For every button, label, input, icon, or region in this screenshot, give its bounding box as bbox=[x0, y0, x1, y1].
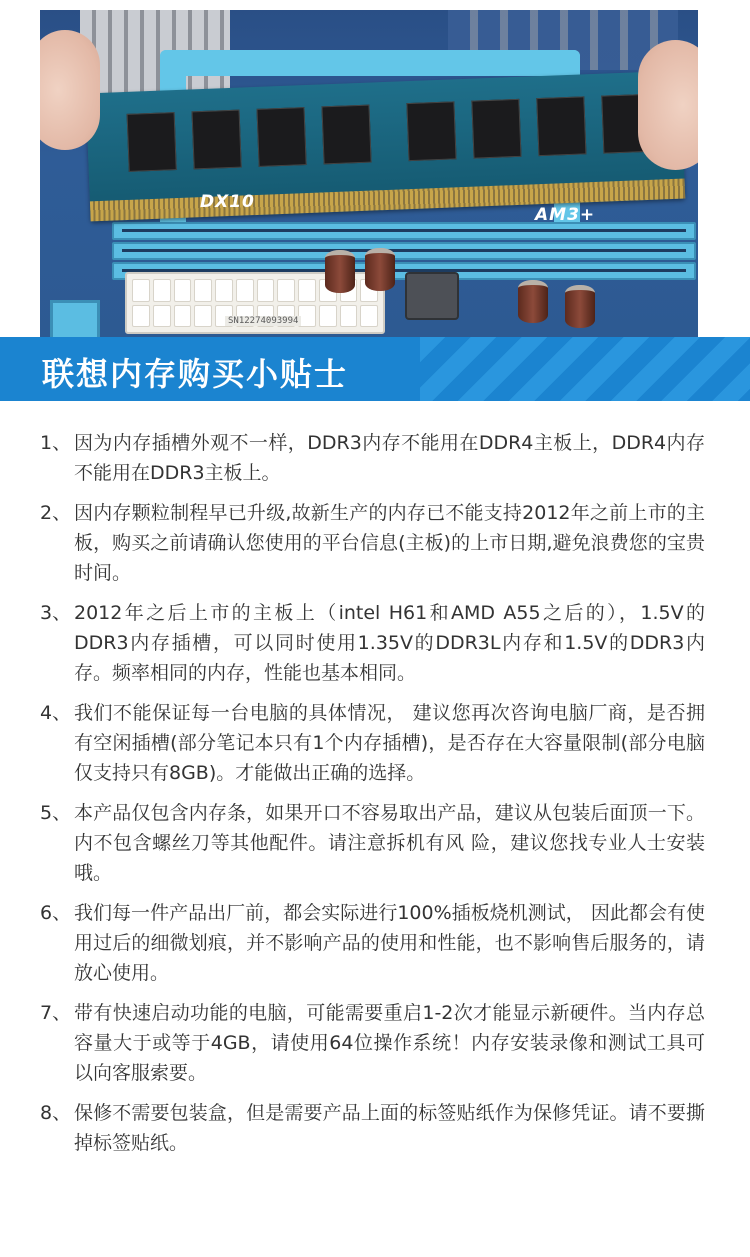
dimm-slot bbox=[112, 242, 696, 260]
socket-label: AM3+ bbox=[535, 205, 596, 225]
ram-module bbox=[86, 71, 685, 222]
tip-number: 5、 bbox=[40, 802, 72, 824]
tip-text: 因内存颗粒制程早已升级,故新生产的内存已不能支持2012年之前上市的主板，购买之前请确认您使用的平台信息(主板)的上市日期,避免浪费您的宝贵时间。 bbox=[74, 502, 705, 584]
product-photo bbox=[40, 10, 698, 340]
capacitor bbox=[365, 248, 395, 291]
left-finger bbox=[40, 30, 100, 150]
tip-text: 本产品仅包含内存条，如果开口不容易取出产品，建议从包装后面顶一下。内不包含螺丝刀等其他配件。请注意拆机有风 险，建议您找专业人士安装哦。 bbox=[74, 802, 705, 884]
tip-text: 我们每一件产品出厂前，都会实际进行100%插板烧机测试， 因此都会有使用过后的细微划痕，并不影响产品的使用和性能，也不影响售后服务的，请放心使用。 bbox=[74, 902, 705, 984]
dimm-slot bbox=[112, 222, 696, 240]
section-banner bbox=[0, 337, 750, 401]
list-item bbox=[40, 898, 705, 988]
tip-text: 保修不需要包装盒，但是需要产品上面的标签贴纸作为保修凭证。请不要撕掉标签贴纸。 bbox=[74, 1102, 705, 1154]
list-item bbox=[40, 428, 705, 488]
tip-number: 4、 bbox=[40, 702, 72, 724]
capacitor bbox=[518, 280, 548, 323]
tips-list bbox=[40, 428, 705, 1168]
tip-number: 6、 bbox=[40, 902, 72, 924]
board-model-label: DX10 bbox=[200, 192, 255, 212]
tip-number: 8、 bbox=[40, 1102, 72, 1124]
tip-number: 3、 bbox=[40, 602, 72, 624]
list-item bbox=[40, 598, 705, 688]
list-item bbox=[40, 698, 705, 788]
list-item bbox=[40, 998, 705, 1088]
list-item bbox=[40, 1098, 705, 1158]
right-finger bbox=[638, 40, 698, 170]
list-item bbox=[40, 498, 705, 588]
capacitor bbox=[325, 250, 355, 293]
inductor-choke bbox=[405, 272, 459, 320]
tip-text: 因为内存插槽外观不一样，DDR3内存不能用在DDR4主板上，DDR4内存不能用在DDR3主板上。 bbox=[74, 432, 705, 484]
tip-text: 2012年之后上市的主板上（intel H61和AMD A55之后的），1.5V的DDR3内存插槽，可以同时使用1.35V的DDR3L内存和1.5V的DDR3内存。频率相同的内存，性能也基本相同。 bbox=[74, 602, 705, 684]
tip-text: 带有快速启动功能的电脑，可能需要重启1-2次才能显示新硬件。当内存总容量大于或等于4GB，请使用64位操作系统！内存安装录像和测试工具可以向客服索要。 bbox=[74, 1002, 705, 1084]
tip-number: 1、 bbox=[40, 432, 72, 454]
tip-number: 7、 bbox=[40, 1002, 72, 1024]
capacitor bbox=[565, 285, 595, 328]
sata-port bbox=[50, 300, 100, 340]
serial-sticker: SN12274093994 bbox=[225, 316, 301, 326]
banner-title: 联想内存购买小贴士 bbox=[42, 355, 349, 393]
list-item bbox=[40, 798, 705, 888]
tip-number: 2、 bbox=[40, 502, 72, 524]
tip-text: 我们不能保证每一台电脑的具体情况， 建议您再次咨询电脑厂商，是否拥有空闲插槽(部分笔记本只有1个内存插槽)，是否存在大容量限制(部分电脑仅支持只有8GB)。才能做出正确的选择。 bbox=[74, 702, 705, 784]
